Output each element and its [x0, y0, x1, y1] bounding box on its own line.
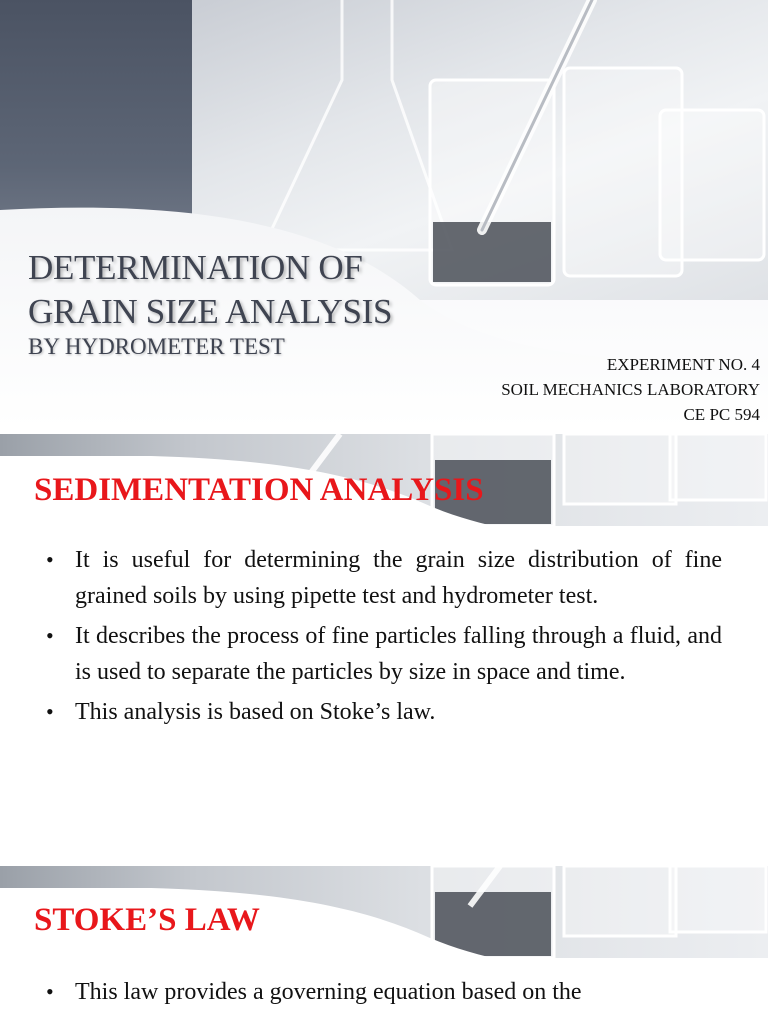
laboratory-name: SOIL MECHANICS LABORATORY: [501, 380, 760, 399]
list-item: [46, 542, 722, 614]
slide-title: [28, 246, 392, 334]
bullet-marker: •: [46, 979, 54, 1004]
section-heading: STOKE’S LAW: [34, 902, 260, 938]
bullet-list: [46, 542, 722, 734]
list-item: [46, 694, 722, 730]
course-code: CE PC 594: [683, 405, 760, 424]
list-item: [46, 974, 722, 1010]
slide-subtitle: BY HYDROMETER TEST: [28, 334, 285, 359]
bullet-marker: •: [46, 699, 54, 724]
bullet-marker: •: [46, 623, 54, 648]
bullet-text: It describes the process of fine particles falling through a fluid, and is used to separate the particles by size in space and time.: [75, 623, 722, 685]
title-slide: [0, 0, 768, 428]
bullet-text: This law provides a governing equation based on the: [75, 979, 582, 1005]
bullet-text: This analysis is based on Stoke’s law.: [75, 699, 436, 725]
list-item: [46, 618, 722, 690]
sedimentation-slide: [0, 434, 768, 858]
bullet-marker: •: [46, 547, 54, 572]
experiment-number: EXPERIMENT NO. 4: [606, 355, 760, 374]
bullet-list: [46, 974, 722, 1014]
stokes-law-slide: [0, 866, 768, 1024]
section-heading: SEDIMENTATION ANALYSIS: [34, 472, 484, 508]
experiment-info: [501, 352, 760, 427]
title-line-2: GRAIN SIZE ANALYSIS: [28, 292, 393, 331]
title-line-1: DETERMINATION OF: [28, 248, 363, 287]
bullet-text: It is useful for determining the grain size distribution of fine grained soils by using pipette test and hydrometer test.: [75, 547, 722, 609]
